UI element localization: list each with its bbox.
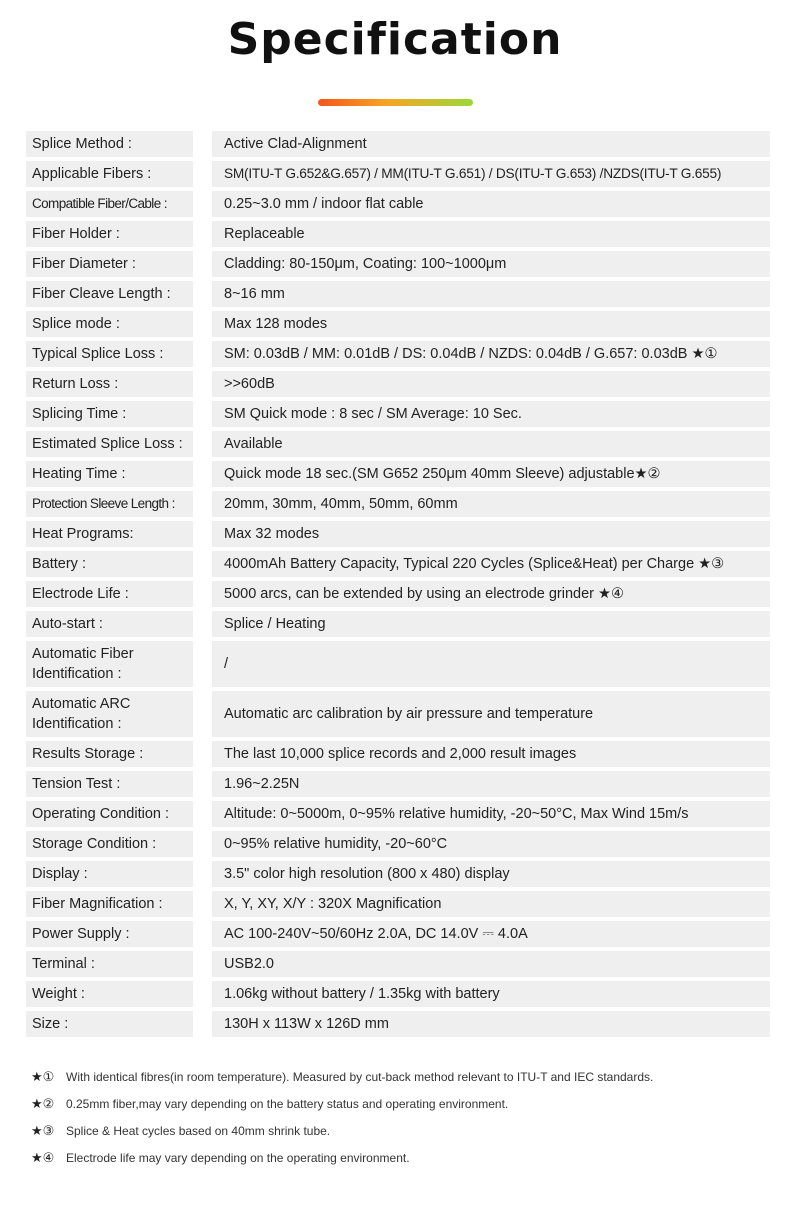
spec-label: Protection Sleeve Length : <box>26 491 193 517</box>
spec-value: 1.06kg without battery / 1.35kg with battery <box>212 981 770 1007</box>
footnote-text: Splice & Heat cycles based on 40mm shrink tube. <box>66 1123 331 1138</box>
spec-value: SM Quick mode : 8 sec / SM Average: 10 Sec. <box>212 401 770 427</box>
spec-label: Auto-start : <box>26 611 193 637</box>
page-title: Specification <box>227 14 563 65</box>
spec-label: Splicing Time : <box>26 401 193 427</box>
spec-value: The last 10,000 splice records and 2,000 result images <box>212 741 770 767</box>
footnotes <box>31 1063 771 1171</box>
spec-row-splice-loss <box>26 341 770 367</box>
spec-label: Automatic Fiber Identification : <box>26 641 193 687</box>
spec-row-display <box>26 861 770 887</box>
spec-label: Terminal : <box>26 951 193 977</box>
spec-label: Display : <box>26 861 193 887</box>
star-icon: ★① <box>31 1068 55 1084</box>
spec-label: Tension Test : <box>26 771 193 797</box>
spec-row-terminal <box>26 951 770 977</box>
spec-value: X, Y, XY, X/Y : 320X Magnification <box>212 891 770 917</box>
footnote <box>31 1117 771 1144</box>
spec-value: Max 32 modes <box>212 521 770 547</box>
spec-label: Heat Programs: <box>26 521 193 547</box>
spec-value: 8~16 mm <box>212 281 770 307</box>
spec-row-storage-condition <box>26 831 770 857</box>
spec-row-arc-identification <box>26 691 770 737</box>
spec-row-results-storage <box>26 741 770 767</box>
spec-value: 20mm, 30mm, 40mm, 50mm, 60mm <box>212 491 770 517</box>
spec-value: 0~95% relative humidity, -20~60°C <box>212 831 770 857</box>
spec-row-heat-programs <box>26 521 770 547</box>
spec-row-fiber-holder <box>26 221 770 247</box>
star-icon: ★② <box>31 1095 55 1111</box>
spec-row-size <box>26 1011 770 1037</box>
star-icon: ★④ <box>31 1149 55 1165</box>
spec-value: SM(ITU-T G.652&G.657) / MM(ITU-T G.651) / DS(ITU-T G.653) /NZDS(ITU-T G.655) <box>212 161 770 187</box>
spec-row-battery <box>26 551 770 577</box>
spec-label: Estimated Splice Loss : <box>26 431 193 457</box>
spec-row-cleave-length <box>26 281 770 307</box>
spec-value: 4000mAh Battery Capacity, Typical 220 Cycles (Splice&Heat) per Charge ★③ <box>212 551 770 577</box>
spec-row-power-supply <box>26 921 770 947</box>
footnote <box>31 1063 771 1090</box>
spec-row-return-loss <box>26 371 770 397</box>
spec-value: >>60dB <box>212 371 770 397</box>
spec-label: Storage Condition : <box>26 831 193 857</box>
spec-label: Typical Splice Loss : <box>26 341 193 367</box>
spec-label: Battery : <box>26 551 193 577</box>
spec-value: 3.5" color high resolution (800 x 480) display <box>212 861 770 887</box>
spec-label: Electrode Life : <box>26 581 193 607</box>
star-icon: ★③ <box>31 1122 55 1138</box>
spec-row-estimated-loss <box>26 431 770 457</box>
spec-row-weight <box>26 981 770 1007</box>
spec-value: USB2.0 <box>212 951 770 977</box>
spec-value: Replaceable <box>212 221 770 247</box>
footnote <box>31 1090 771 1117</box>
footnote-text: With identical fibres(in room temperature). Measured by cut-back method relevant to ITU-T and IEC standards. <box>66 1069 654 1084</box>
spec-label: Fiber Cleave Length : <box>26 281 193 307</box>
spec-row-fiber-identification <box>26 641 770 687</box>
spec-label: Weight : <box>26 981 193 1007</box>
spec-label: Automatic ARC Identification : <box>26 691 193 737</box>
spec-value: Quick mode 18 sec.(SM G652 250μm 40mm Sleeve) adjustable★② <box>212 461 770 487</box>
spec-value: 0.25~3.0 mm / indoor flat cable <box>212 191 770 217</box>
spec-label: Fiber Holder : <box>26 221 193 247</box>
spec-value: 1.96~2.25N <box>212 771 770 797</box>
spec-value: Max 128 modes <box>212 311 770 337</box>
spec-value: / <box>212 641 770 687</box>
spec-label: Fiber Diameter : <box>26 251 193 277</box>
spec-value: Available <box>212 431 770 457</box>
spec-row-heating-time <box>26 461 770 487</box>
title-accent-bar <box>318 99 473 106</box>
spec-value: AC 100-240V~50/60Hz 2.0A, DC 14.0V ⎓ 4.0A <box>212 921 770 947</box>
spec-label: Results Storage : <box>26 741 193 767</box>
footnote-text: 0.25mm fiber,may vary depending on the battery status and operating environment. <box>66 1096 509 1111</box>
spec-label: Power Supply : <box>26 921 193 947</box>
spec-row-splicing-time <box>26 401 770 427</box>
spec-value: Cladding: 80-150μm, Coating: 100~1000μm <box>212 251 770 277</box>
spec-row-compatible-fiber <box>26 191 770 217</box>
spec-label: Size : <box>26 1011 193 1037</box>
spec-label: Fiber Magnification : <box>26 891 193 917</box>
spec-value: Active Clad-Alignment <box>212 131 770 157</box>
spec-row-tension-test <box>26 771 770 797</box>
spec-value: Splice / Heating <box>212 611 770 637</box>
spec-label: Return Loss : <box>26 371 193 397</box>
footnote <box>31 1144 771 1171</box>
spec-row-electrode-life <box>26 581 770 607</box>
spec-row-auto-start <box>26 611 770 637</box>
spec-row-fiber-magnification <box>26 891 770 917</box>
spec-value: Altitude: 0~5000m, 0~95% relative humidity, -20~50°C, Max Wind 15m/s <box>212 801 770 827</box>
spec-row-applicable-fibers <box>26 161 770 187</box>
spec-label: Applicable Fibers : <box>26 161 193 187</box>
spec-label: Splice mode : <box>26 311 193 337</box>
spec-value: 130H x 113W x 126D mm <box>212 1011 770 1037</box>
spec-value: Automatic arc calibration by air pressure and temperature <box>212 691 770 737</box>
spec-row-fiber-diameter <box>26 251 770 277</box>
spec-row-splice-mode <box>26 311 770 337</box>
footnote-text: Electrode life may vary depending on the operating environment. <box>66 1150 410 1165</box>
spec-value: SM: 0.03dB / MM: 0.01dB / DS: 0.04dB / NZDS: 0.04dB / G.657: 0.03dB ★① <box>212 341 770 367</box>
spec-label: Compatible Fiber/Cable : <box>26 191 193 217</box>
spec-row-operating-condition <box>26 801 770 827</box>
spec-value: 5000 arcs, can be extended by using an electrode grinder ★④ <box>212 581 770 607</box>
spec-label: Splice Method : <box>26 131 193 157</box>
spec-label: Heating Time : <box>26 461 193 487</box>
spec-table <box>26 131 770 1041</box>
spec-row-splice-method <box>26 131 770 157</box>
spec-row-sleeve-length <box>26 491 770 517</box>
spec-label: Operating Condition : <box>26 801 193 827</box>
